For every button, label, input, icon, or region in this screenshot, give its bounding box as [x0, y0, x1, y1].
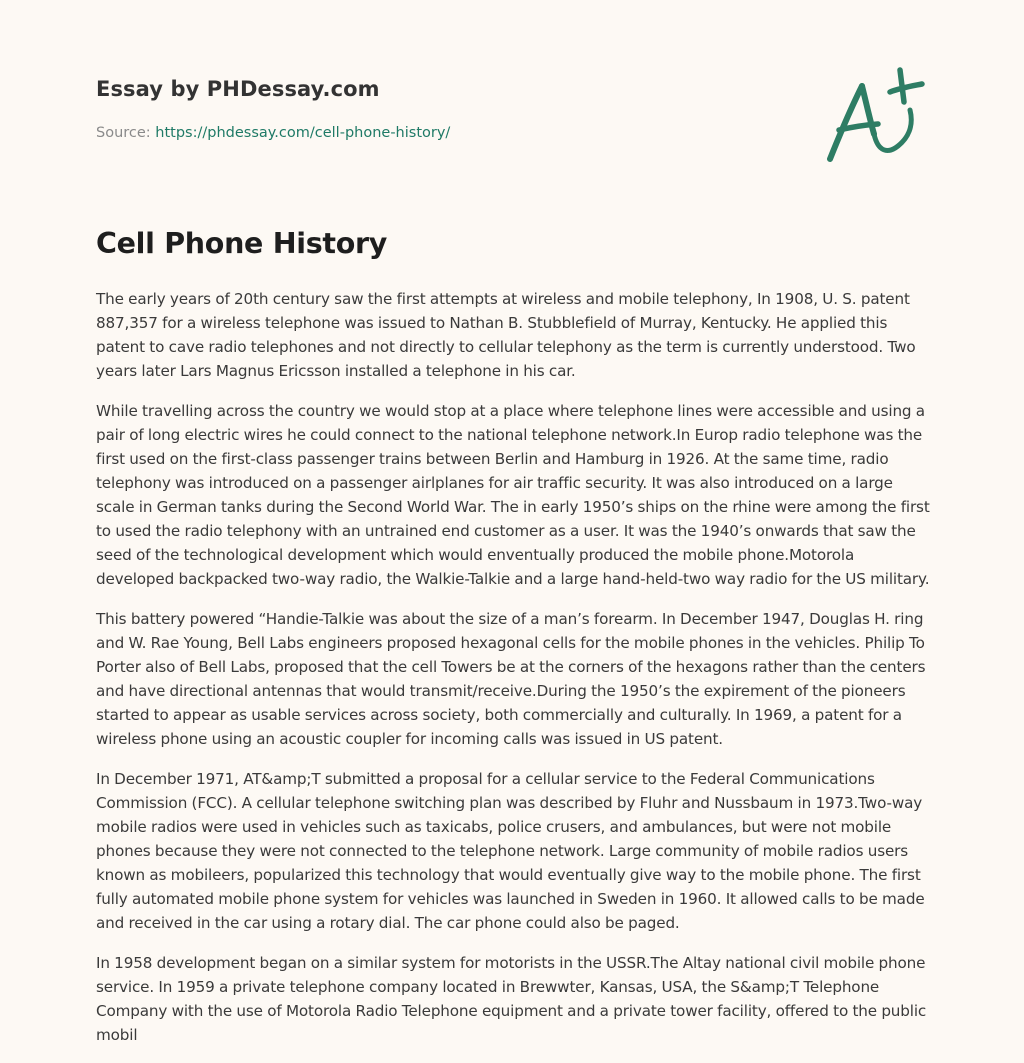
essay-paragraph: In 1958 development began on a similar system for motorists in the USSR.The Altay national civil mobile phone service. In 1959 a private telephone company located in Brewwter, Kansas, USA, the S&amp;T Telephone Company with the use of Motorola Radio Telephone equipment and a private tower facility, offered to the public mobil	[96, 954, 927, 1044]
source-link[interactable]: https://phdessay.com/cell-phone-history/	[155, 125, 451, 141]
essay-paragraph: While travelling across the country we would stop at a place where telephone lines were accessible and using a pair of long electric wires he could connect to the national telephone network.In Europ radio telephone was the first used on the first-class passenger trains between Berlin and Hamburg in 1926. At the same time, radio telephony was introduced on a passenger airlplanes for air traffic security. It was also introduced on a large scale in German tanks during the Second World War. The in early 1950’s ships on the rhine were among the first to used the radio telephony with an untrained end customer as a user. It was the 1940’s onwards that saw the seed of the technological development which would enventually produced the mobile phone.Motorola developed backpacked two-way radio, the Walkie-Talkie and a large hand-held-two way radio for the US military.	[96, 402, 930, 588]
source-line	[96, 123, 796, 143]
essay-paragraph: This battery powered “Handie-Talkie was about the size of a man’s forearm. In December 1947, Douglas H. ring and W. Rae Young, Bell Labs engineers proposed hexagonal cells for the mobile phones in the vehicles. Philip To Porter also of Bell Labs, proposed that the cell Towers be at the corners of the hexagons rather than the centers and have directional antennas that would transmit/receive.During the 1950’s the expirement of the pioneers started to appear as usable services across society, both commercially and culturally. In 1969, a patent for a wireless phone using an acoustic coupler for incoming calls was issued in US patent.	[96, 610, 926, 748]
page-header	[96, 74, 796, 143]
a-plus-grade-icon	[818, 62, 938, 172]
essay-paragraph: The early years of 20th century saw the first attempts at wireless and mobile telephony, In 1908, U. S. patent 887,357 for a wireless telephone was issued to Nathan B. Stubblefield of Murray, Kentucky. He applied this patent to cave radio telephones and not directly to cellular telephony as the term is currently understood. Two years later Lars Magnus Ericsson installed a telephone in his car.	[96, 290, 916, 380]
source-label: Source:	[96, 125, 156, 141]
essay-paragraph: In December 1971, AT&amp;T submitted a proposal for a cellular service to the Federal Communications Commission (FCC). A cellular telephone switching plan was described by Fluhr and Nussbaum in 1973.Two-way mobile radios were used in vehicles such as taxicabs, police crusers, and ambulances, but were not mobile phones because they were not connected to the telephone network. Large community of mobile radios users known as mobileers, popularized this technology that would eventually give way to the mobile phone. The first fully automated mobile phone system for vehicles was launched in Sweden in 1960. It allowed calls to be made and received in the car using a rotary dial. The car phone could also be paged.	[96, 770, 925, 932]
essay-content	[96, 224, 930, 1063]
essay-title: Cell Phone History	[96, 227, 388, 260]
site-title: Essay by PHDessay.com	[96, 77, 380, 101]
